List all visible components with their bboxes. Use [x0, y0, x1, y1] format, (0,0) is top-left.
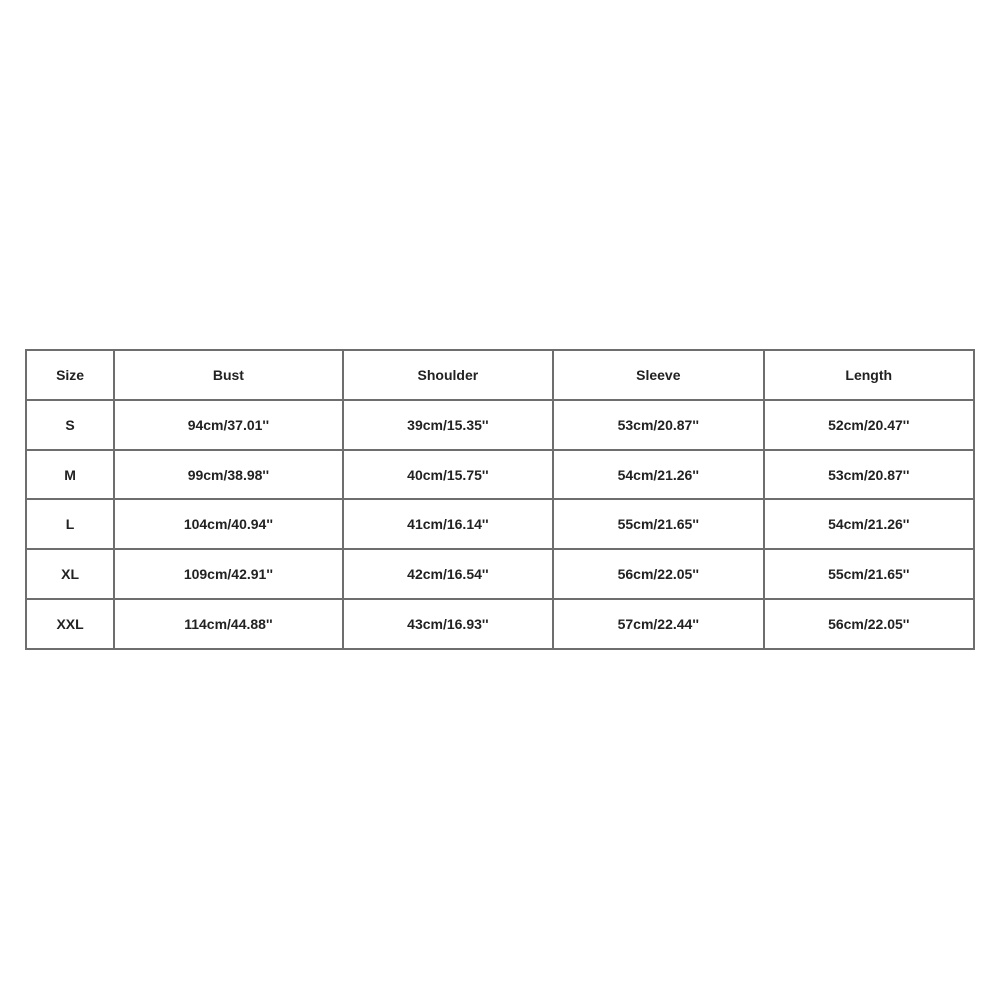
cell-sleeve: 57cm/22.44'': [553, 599, 763, 649]
header-shoulder: Shoulder: [343, 350, 553, 400]
cell-length: 56cm/22.05'': [764, 599, 974, 649]
cell-size: XXL: [26, 599, 114, 649]
cell-size: L: [26, 499, 114, 549]
cell-shoulder: 43cm/16.93'': [343, 599, 553, 649]
header-bust: Bust: [114, 350, 342, 400]
cell-sleeve: 53cm/20.87'': [553, 400, 763, 450]
header-row: [26, 350, 974, 400]
table-row: [26, 599, 974, 649]
cell-shoulder: 41cm/16.14'': [343, 499, 553, 549]
cell-shoulder: 39cm/15.35'': [343, 400, 553, 450]
cell-shoulder: 40cm/15.75'': [343, 450, 553, 500]
size-chart-table: [25, 349, 975, 650]
cell-length: 52cm/20.47'': [764, 400, 974, 450]
header-length: Length: [764, 350, 974, 400]
table-row: [26, 499, 974, 549]
header-size: Size: [26, 350, 114, 400]
cell-size: XL: [26, 549, 114, 599]
cell-size: M: [26, 450, 114, 500]
table-row: [26, 450, 974, 500]
cell-sleeve: 56cm/22.05'': [553, 549, 763, 599]
cell-bust: 94cm/37.01'': [114, 400, 342, 450]
cell-length: 54cm/21.26'': [764, 499, 974, 549]
cell-bust: 114cm/44.88'': [114, 599, 342, 649]
cell-shoulder: 42cm/16.54'': [343, 549, 553, 599]
cell-bust: 104cm/40.94'': [114, 499, 342, 549]
table-row: [26, 400, 974, 450]
cell-sleeve: 54cm/21.26'': [553, 450, 763, 500]
cell-length: 55cm/21.65'': [764, 549, 974, 599]
header-sleeve: Sleeve: [553, 350, 763, 400]
cell-length: 53cm/20.87'': [764, 450, 974, 500]
cell-bust: 109cm/42.91'': [114, 549, 342, 599]
cell-bust: 99cm/38.98'': [114, 450, 342, 500]
cell-size: S: [26, 400, 114, 450]
table-row: [26, 549, 974, 599]
cell-sleeve: 55cm/21.65'': [553, 499, 763, 549]
